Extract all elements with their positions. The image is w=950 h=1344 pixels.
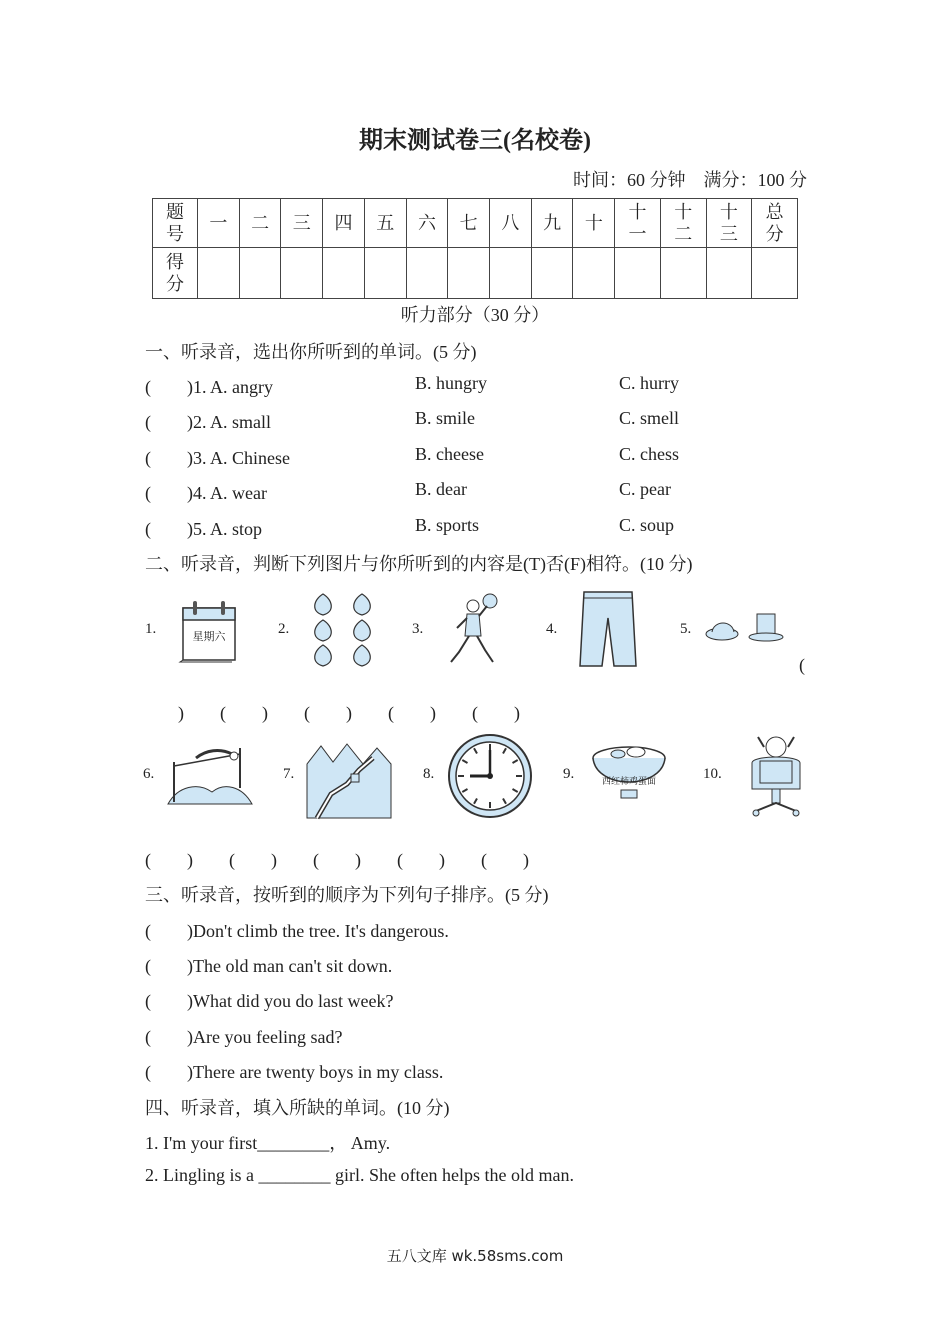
basketball-player-icon (445, 592, 507, 666)
q4-option-a: ( )4. A. wear (145, 483, 267, 503)
boy-on-chair-icon (744, 733, 808, 819)
section-4-title: 四、听录音，填入所缺的单词。(10 分) (145, 1098, 450, 1118)
col-head-wrap: 总分 (752, 199, 798, 248)
col-head: 四 (323, 199, 365, 248)
picture-label: 5. (680, 621, 692, 637)
picture-label: 2. (278, 621, 290, 637)
col-head: 六 (406, 199, 448, 248)
calendar-text: 星期六 (192, 630, 226, 643)
score-cell[interactable] (706, 248, 752, 299)
peaches-icon (305, 590, 385, 670)
order-sentence: ( )The old man can't sit down. (145, 956, 393, 976)
picture-label: 4. (546, 621, 558, 637)
col-head: 八 (490, 199, 532, 248)
great-wall-icon (307, 734, 391, 818)
trousers-icon (578, 588, 638, 670)
picture-label: 8. (423, 766, 435, 782)
col-head: 一 (198, 199, 240, 248)
clock-icon (447, 733, 533, 819)
score-table-header-row (153, 199, 798, 248)
q4-option-b: B. dear (415, 479, 467, 499)
hats-icon (702, 610, 784, 648)
row-head-cell: 题 号 (153, 199, 198, 248)
footer-watermark: 五八文库 wk.58sms.com (386, 1247, 564, 1265)
score-table-score-row (153, 248, 798, 299)
picture-label: 7. (283, 766, 295, 782)
q2-option-c: C. smell (619, 408, 680, 428)
picture-label: 3. (412, 621, 424, 637)
order-sentence: ( )What did you do last week? (145, 991, 394, 1011)
score-cell[interactable] (239, 248, 281, 299)
fill-blank-sentence: 2. Lingling is a ________ girl. She often helps the old man. (145, 1165, 574, 1185)
col-head: 二 (239, 199, 281, 248)
score-cell[interactable] (752, 248, 798, 299)
score-table (152, 198, 798, 299)
col-head-wrap: 十二 (660, 199, 706, 248)
score-cell[interactable] (660, 248, 706, 299)
score-cell[interactable] (281, 248, 323, 299)
answer-paren-open: ( (799, 655, 805, 675)
score-cell[interactable] (573, 248, 615, 299)
fill-blank-sentence: 1. I'm your first________， Amy. (145, 1133, 391, 1153)
listening-section-header: 听力部分（30 分） (400, 305, 550, 325)
answer-parens-row-2[interactable]: ( ) ( ) ( ) ( ) ( ) (145, 850, 529, 870)
q3-option-b: B. cheese (415, 444, 484, 464)
score-cell[interactable] (198, 248, 240, 299)
picture-label: 6. (143, 766, 155, 782)
q5-option-c: C. soup (619, 515, 675, 535)
picture-label: 10. (703, 766, 722, 782)
q3-option-c: C. chess (619, 444, 679, 464)
q5-option-b: B. sports (415, 515, 480, 535)
col-head: 五 (364, 199, 406, 248)
q2-option-a: ( )2. A. small (145, 412, 271, 432)
col-head-wrap: 十三 (706, 199, 752, 248)
score-cell[interactable] (615, 248, 661, 299)
q3-option-a: ( )3. A. Chinese (145, 448, 290, 468)
score-cell[interactable] (364, 248, 406, 299)
q1-option-a: ( )1. A. angry (145, 377, 273, 397)
col-head-wrap: 十一 (615, 199, 661, 248)
col-head: 九 (531, 199, 573, 248)
section-2-title: 二、听录音，判断下列图片与你所听到的内容是(T)否(F)相符。(10 分) (145, 554, 693, 574)
noodle-bowl-icon (590, 742, 668, 802)
q2-option-b: B. smile (415, 408, 476, 428)
score-cell[interactable] (448, 248, 490, 299)
q4-option-c: C. pear (619, 479, 671, 499)
score-cell[interactable] (490, 248, 532, 299)
answer-parens-row-1[interactable]: ) ( ) ( ) ( ) ( ) (178, 703, 520, 723)
section-3-title: 三、听录音，按听到的顺序为下列句子排序。(5 分) (145, 885, 549, 905)
picture-label: 1. (145, 621, 157, 637)
row-head-cell: 得 分 (153, 248, 198, 299)
section-1-title: 一、听录音，选出你所听到的单词。(5 分) (145, 342, 477, 362)
col-head: 十 (573, 199, 615, 248)
q1-option-c: C. hurry (619, 373, 679, 393)
score-cell[interactable] (531, 248, 573, 299)
score-cell[interactable] (406, 248, 448, 299)
page-title: 期末测试卷三(名校卷) (359, 128, 591, 154)
high-jump-icon (168, 742, 252, 804)
exam-meta: 时间：60 分钟 满分：100 分 (573, 170, 807, 190)
q1-option-b: B. hungry (415, 373, 487, 393)
order-sentence: ( )Are you feeling sad? (145, 1027, 343, 1047)
col-head: 七 (448, 199, 490, 248)
bowl-text: 西红柿鸡蛋面 (601, 777, 656, 787)
q5-option-a: ( )5. A. stop (145, 519, 262, 539)
picture-label: 9. (563, 766, 575, 782)
score-cell[interactable] (323, 248, 365, 299)
order-sentence: ( )Don't climb the tree. It's dangerous. (145, 921, 449, 941)
order-sentence: ( )There are twenty boys in my class. (145, 1062, 444, 1082)
col-head: 三 (281, 199, 323, 248)
